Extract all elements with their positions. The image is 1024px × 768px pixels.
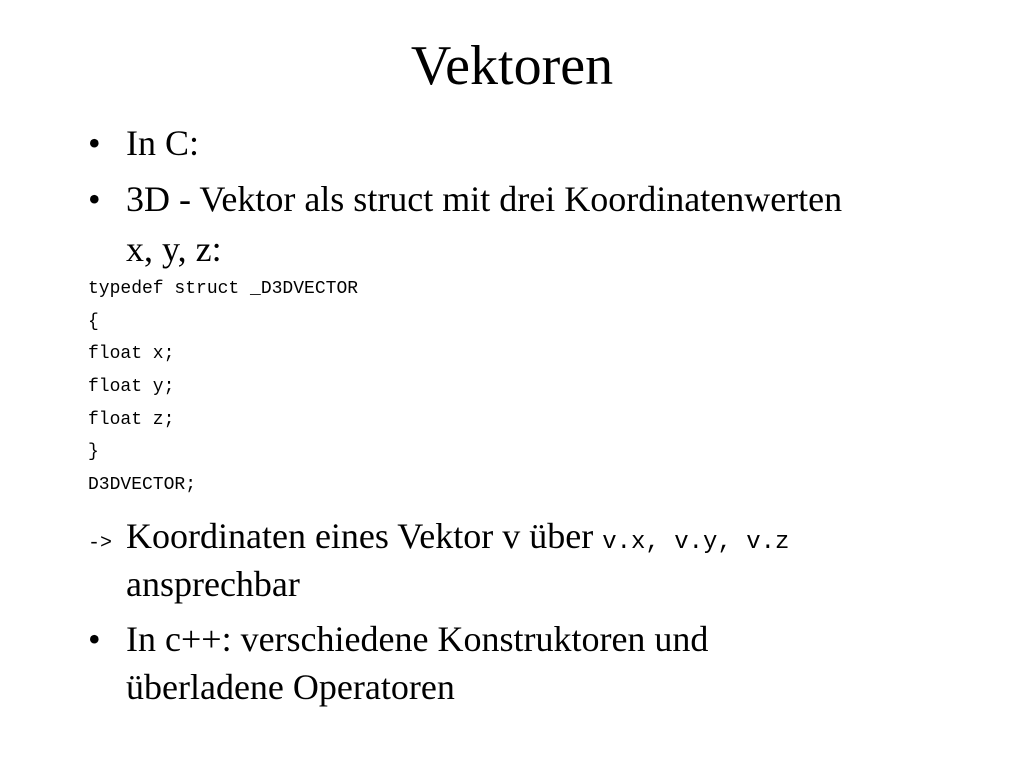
code-line: float z; [88,410,175,430]
code-line: typedef struct _D3DVECTOR [88,279,359,299]
bullet-icon: • [88,179,101,219]
bullet-icon: • [88,619,101,659]
arrow-item [88,514,789,566]
bullet-in-c [88,121,199,165]
code-line: float y; [88,377,175,397]
bullet-icon: • [88,123,101,163]
arrow-icon: -> [88,532,113,555]
arrow-item-continuation: ansprechbar [126,564,300,604]
bullet-text: 3D - Vektor als struct mit drei Koordinatenwerten [126,179,843,219]
bullet-3d-vektor-continuation: x, y, z: [126,229,222,269]
bullet-cpp-continuation: überladene Operatoren [126,667,455,707]
code-line: D3DVECTOR; [88,475,197,495]
arrow-text: Koordinaten eines Vektor v über [126,516,594,556]
code-line: } [88,442,99,462]
bullet-text: In C: [126,123,200,163]
code-line: { [88,312,99,332]
bullet-text: In c++: verschiedene Konstruktoren und [126,619,709,659]
bullet-cpp [88,617,708,661]
vector-access-code: v.x, v.y, v.z [602,529,790,556]
slide-title: Vektoren [410,35,614,97]
bullet-3d-vektor [88,177,842,221]
code-line: float x; [88,344,175,364]
